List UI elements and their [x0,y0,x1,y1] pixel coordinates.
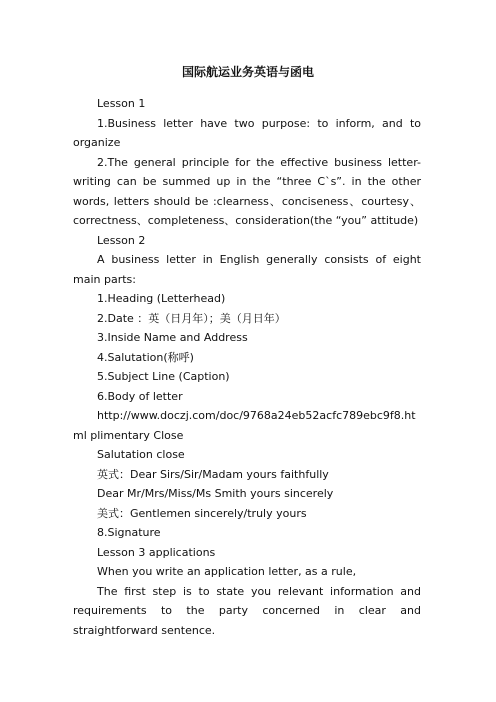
dear-mr-line: Dear Mr/Mrs/Miss/Ms Smith yours sincerely [97,487,334,500]
list-item-salutation: 4.Salutation(称呼) [97,350,194,364]
list-item-subject-line: 5.Subject Line (Caption) [97,370,230,383]
salutation-close-label: Salutation close [97,448,185,461]
lesson-2-heading: Lesson 2 [97,233,146,247]
paragraph-parts-intro: A business letter in English generally consists of eight main parts: [73,253,421,286]
list-item-signature: 8.Signature [97,526,161,539]
american-style-line: 美式：Gentlemen sincerely/truly yours [97,506,307,520]
lesson-1-heading: Lesson 1 [97,97,146,110]
lesson-3-heading: Lesson 3 applications [97,545,216,559]
list-item-body: 6.Body of letter [97,389,183,403]
paragraph-purpose: 1.Business letter have two purpose: to inform, and to organize [73,116,421,149]
british-style-line: 英式：Dear Sirs/Sir/Madam yours faithfully [97,467,329,481]
paragraph-first-step: The first step is to state you relevant information and requirements to the party concerned in clear and straightforward sentence. [73,584,421,637]
list-item-heading: 1.Heading (Letterhead) [97,292,226,305]
list-item-inside-name: 3.Inside Name and Address [97,331,248,344]
document-title: 国际航运业务英语与函电 [181,65,314,79]
document-body [73,94,421,640]
paragraph-principle: 2.The general principle for the effective business letter-writing can be summed up in the “three C`s”. in the other words, letters should be :clearness、conciseness、courtesy、correctness、completeness、consideration(the “you” attitude) [73,155,421,227]
list-item-date: 2.Date ：英（日月年）；美（月日年） [97,311,286,325]
url-complimentary-close: http://www.doczj.com/doc/9768a24eb52acfc789ebc9f8.html plimentary Close [73,409,416,442]
paragraph-application-intro: When you write an application letter, as a rule, [97,565,357,578]
